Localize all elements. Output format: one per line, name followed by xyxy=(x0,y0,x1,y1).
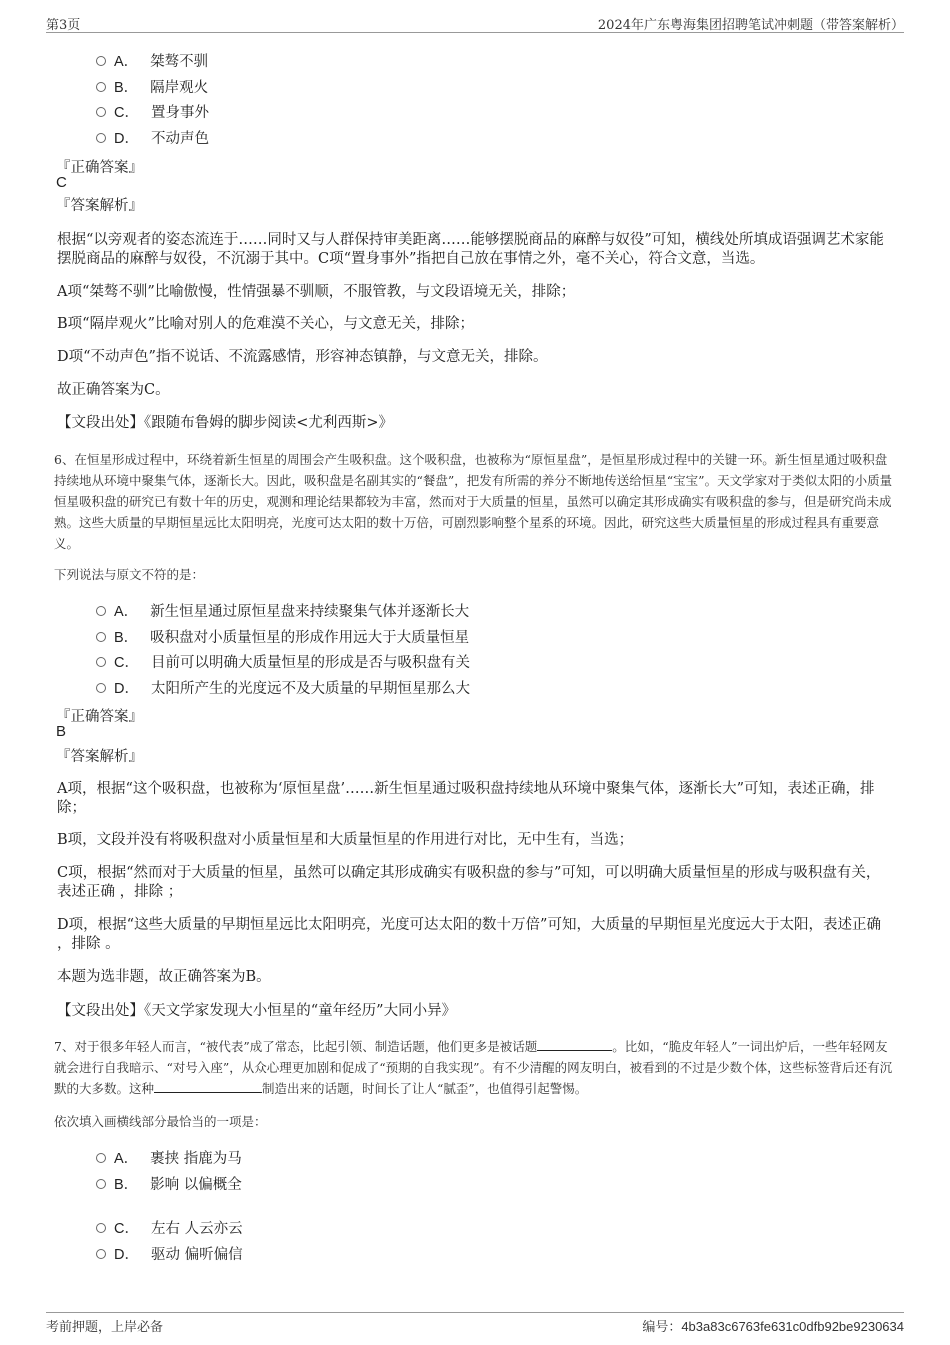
q6-analysis-label: 『答案解析』 xyxy=(56,749,143,765)
q6-option-c[interactable]: C． 目前可以明确大质量恒星的形成是否与吸积盘有关 xyxy=(96,651,470,672)
blank-line xyxy=(537,1038,612,1051)
q5-source: 【文段出处】《跟随布鲁姆的脚步阅读<尤利西斯>》 xyxy=(57,415,394,431)
document-title: 2024年广东粤海集团招聘笔试冲刺题（带答案解析） xyxy=(597,18,904,33)
q6-stem: 6、在恒星形成过程中，环绕着新生恒星的周围会产生吸积盘。这个吸积盘，也被称为“原恒星盘”，是恒星形成过程中的关键一环。新生恒星通过吸积盘持续地从环境中聚集气体，逐渐长大。因此，吸积盘是名副其实的“餐盘”，把发有所需的养分不断地传送给恒星“宝宝”。天文学家对于类似太阳的小质量恒星吸积盘的研究已有数十年的历史，观测和理论结果都较为丰富，然而对于大质量的恒星，虽然可以确定其形成确实有吸积盘的参与，但是研究尚未成熟。这些大质量的早期恒星远比太阳明亮，光度可达太阳的数十万倍，可剧烈影响整个星系的环境。因此，研究这些大质量恒星的形成过程具有重要意义。 xyxy=(54,452,893,551)
q5-option-a[interactable]: A． 桀骜不驯 xyxy=(96,50,208,71)
radio-icon[interactable] xyxy=(96,56,106,66)
q7-stem: 7、对于很多年轻人而言，“被代表”成了常态，比起引领、制造话题，他们更多是被话题 。比如，“脆皮年轻人”一词出炉后，一些年轻网友就会进行自我暗示、“对号入座”，从众心理更加剧和促成了“预期的自我实现”。有不少清醒的网友明白，被看到的不过是少数个体，这些标签背后还有沉默的大多数。这种 制造出来的话题，时间长了让人“腻歪”，也值得引起警惕。 xyxy=(54,1039,893,1096)
radio-icon[interactable] xyxy=(96,1179,106,1189)
q6-analysis-p4: D项，根据“这些大质量的早期恒星远比太阳明亮，光度可达太阳的数十万倍”可知，大质量的早期恒星光度远大于太阳，表述正确 ，排除 。 xyxy=(57,917,881,952)
q6-analysis-p1: A项，根据“这个吸积盘，也被称为‘原恒星盘’……新生恒星通过吸积盘持续地从环境中聚集气体，逐渐长大”可知，表述正确，排除； xyxy=(57,781,875,816)
q5-analysis-p5: 故正确答案为C。 xyxy=(57,382,170,398)
q6-option-b[interactable]: B． 吸积盘对小质量恒星的形成作用远大于大质量恒星 xyxy=(96,626,469,647)
q5-answer-label: 『正确答案』 xyxy=(56,160,143,176)
q6-analysis-p5: 本题为选非题，故正确答案为B。 xyxy=(57,969,271,985)
q6-analysis-p3: C项，根据“然而对于大质量的恒星，虽然可以确定其形成确实有吸积盘的参与”可知，可以明确大质量恒星的形成与吸积盘有关，表述正确 ，排除 ； xyxy=(57,865,881,900)
radio-icon[interactable] xyxy=(96,1153,106,1163)
q6-option-a[interactable]: A． 新生恒星通过原恒星盘来持续聚集气体并逐渐长大 xyxy=(96,600,469,621)
q5-option-c[interactable]: C． 置身事外 xyxy=(96,101,209,122)
q6-answer: B xyxy=(56,723,67,740)
q5-answer: C xyxy=(56,174,67,191)
page-header xyxy=(46,12,904,33)
q7-option-d[interactable]: D． 驱动 偏听偏信 xyxy=(96,1243,243,1264)
page-number: 第3页 xyxy=(46,18,81,33)
radio-icon[interactable] xyxy=(96,632,106,642)
q7-option-b[interactable]: B． 影响 以偏概全 xyxy=(96,1173,242,1194)
radio-icon[interactable] xyxy=(96,1249,106,1259)
radio-icon[interactable] xyxy=(96,606,106,616)
q7-option-a[interactable]: A． 裹挟 指鹿为马 xyxy=(96,1147,242,1168)
q5-option-b[interactable]: B． 隔岸观火 xyxy=(96,76,208,97)
q5-analysis-label: 『答案解析』 xyxy=(56,198,143,214)
radio-icon[interactable] xyxy=(96,683,106,693)
q7-question: 依次填入画横线部分最恰当的一项是： xyxy=(54,1114,267,1129)
radio-icon[interactable] xyxy=(96,1223,106,1233)
q5-analysis-p1: 根据“以旁观者的姿态流连于……同时又与人群保持审美距离……能够摆脱商品的麻醉与奴役”可知，横线处所填成语强调艺术家能摆脱商品的麻醉与奴役，不沉溺于其中。C项“置身事外”指把自己放在事情之外，毫不关心，符合文意，当选。 xyxy=(57,232,884,267)
radio-icon[interactable] xyxy=(96,133,106,143)
q6-analysis-p2: B项，文段并没有将吸积盘对小质量恒星和大质量恒星的作用进行对比，无中生有，当选； xyxy=(57,832,634,848)
footer-code: 编号：4b3a83c6763fe631c0dfb92be9230634 xyxy=(642,1319,904,1335)
footer-slogan: 考前押题，上岸必备 xyxy=(46,1320,164,1335)
q5-option-d[interactable]: D． 不动声色 xyxy=(96,127,209,148)
radio-icon[interactable] xyxy=(96,82,106,92)
q6-source: 【文段出处】《天文学家发现大小恒星的“童年经历”大同小异》 xyxy=(57,1003,457,1019)
q5-analysis-p2: A项“桀骜不驯”比喻傲慢，性情强暴不驯顺，不服管教，与文段语境无关，排除； xyxy=(57,284,576,300)
q5-analysis-p4: D项“不动声色”指不说话、不流露感情，形容神态镇静，与文意无关，排除。 xyxy=(57,349,548,365)
q7-option-c[interactable]: C． 左右 人云亦云 xyxy=(96,1217,243,1238)
radio-icon[interactable] xyxy=(96,657,106,667)
q6-answer-label: 『正确答案』 xyxy=(56,709,143,725)
q6-option-d[interactable]: D． 太阳所产生的光度远不及大质量的早期恒星那么大 xyxy=(96,677,470,698)
q6-question: 下列说法与原文不符的是： xyxy=(54,567,205,582)
radio-icon[interactable] xyxy=(96,107,106,117)
q5-analysis-p3: B项“隔岸观火”比喻对别人的危难漠不关心，与文意无关，排除； xyxy=(57,316,474,332)
blank-line xyxy=(154,1080,262,1093)
page-footer xyxy=(46,1312,904,1337)
